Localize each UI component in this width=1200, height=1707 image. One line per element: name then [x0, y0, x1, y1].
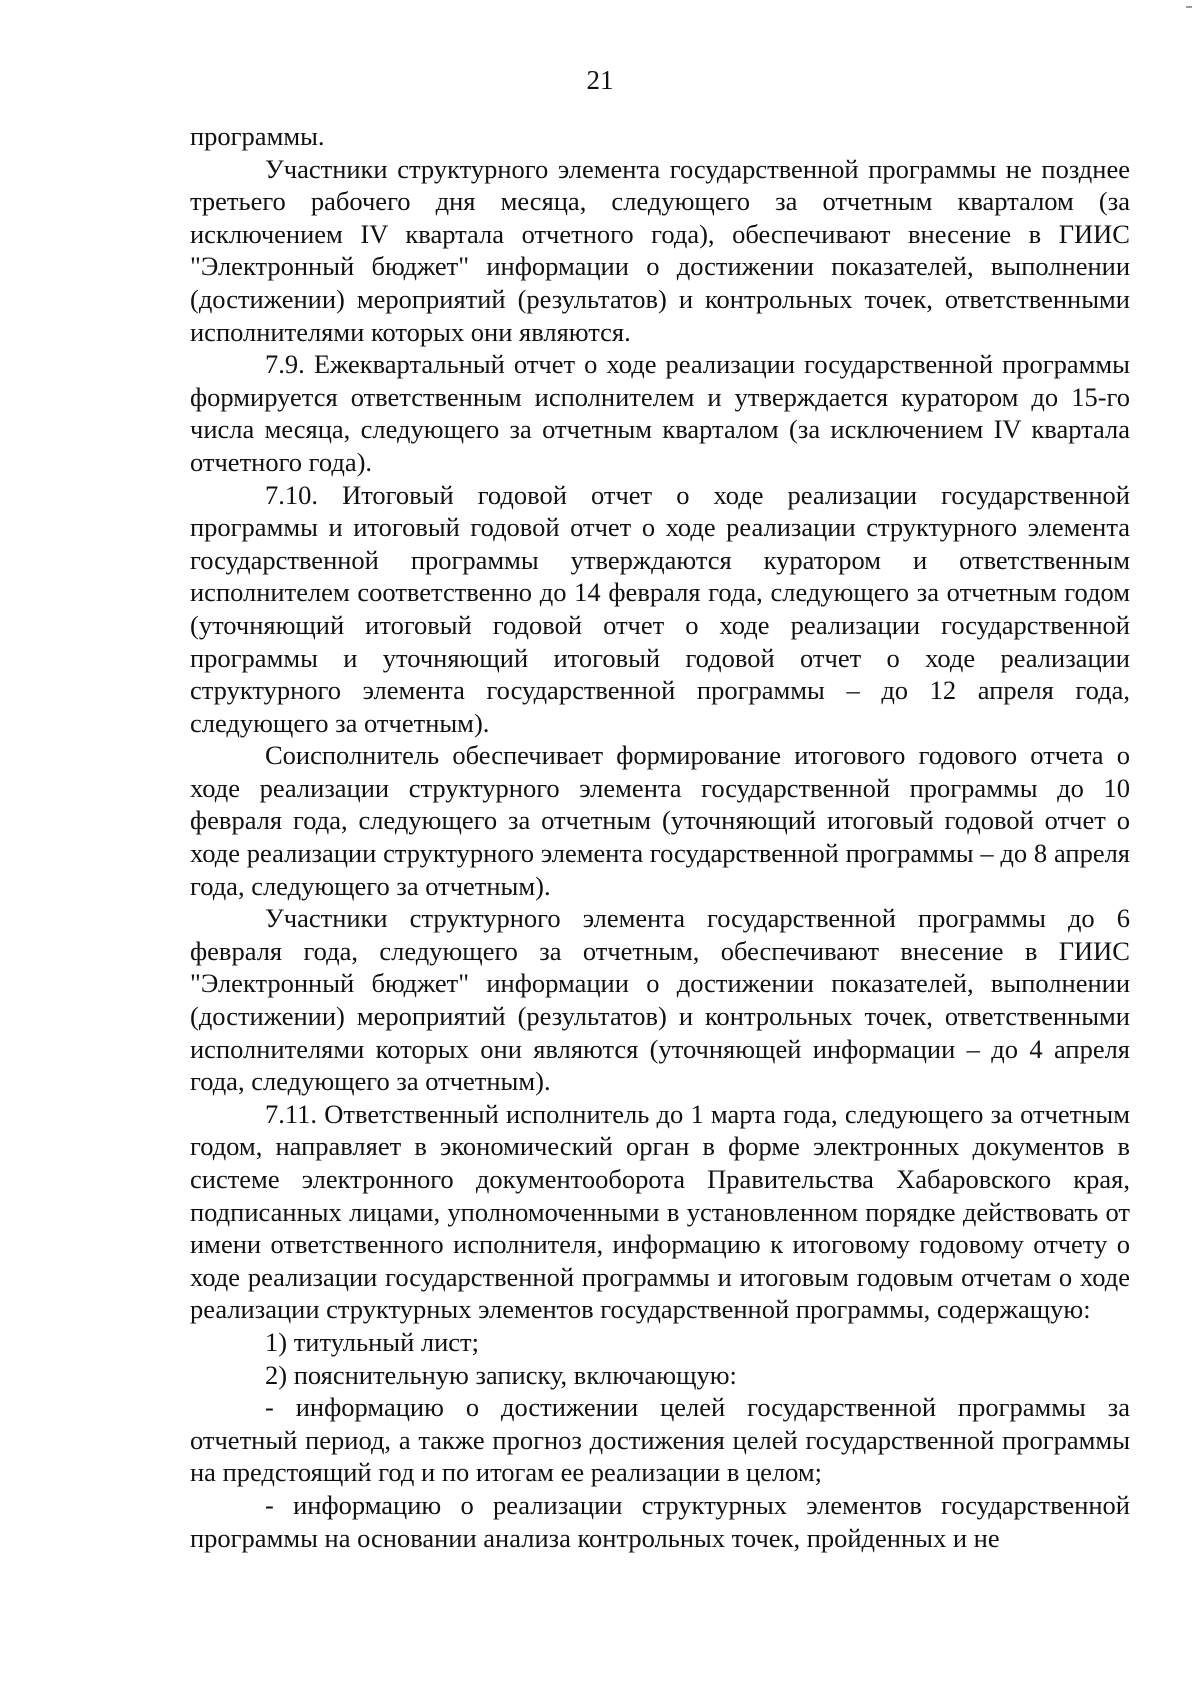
paragraph: - информацию о реализации структурных элементов государственной программы на основании анализа контрольных точек, пройденных и не: [190, 1489, 1130, 1553]
paragraph: программы.: [190, 121, 325, 151]
paragraph: 7.11. Ответственный исполнитель до 1 марта года, следующего за отчетным годом, направляет в экономический орган в форме электронных документов в системе электронного документооборота Правительства Хабаровского края, подписанных лицами, уполномоченными в установленном порядке действовать от имени ответственного исполнителя, информацию к итоговому годовому отчету о ходе реализации государственной программы и итоговым годовым отчетам о ходе реализации структурных элементов государственной программы, содержащую:: [190, 1098, 1130, 1325]
paragraph: Соисполнитель обеспечивает формирование итогового годового отчета о ходе реализации структурного элемента государственной программы до 10 февраля года, следующего за отчетным (уточняющий итоговый годовой отчет о ходе реализации структурного элемента государственной программы – до 8 апреля года, следующего за отчетным).: [190, 740, 1130, 901]
paragraph: 7.10. Итоговый годовой отчет о ходе реализации государственной программы и итоговый годовой отчет о ходе реализации структурного элемента государственной программы утверждаются куратором и ответственным исполнителем соответственно до 14 февраля года, следующего за отчетным годом (уточняющий итоговый годовой отчет о ходе реализации государственной программы и уточняющий итоговый годовой отчет о ходе реализации структурного элемента государственной программы – до 12 апреля года, следующего за отчетным).: [190, 479, 1130, 738]
paragraph: 2) пояснительную записку, включающую:: [265, 1359, 737, 1390]
page-number: 21: [586, 65, 614, 95]
paragraph: Участники структурного элемента государственной программы до 6 февраля года, следующего за отчетным, обеспечивают внесение в ГИИС "Электронный бюджет" информации о достижении показателей, выполнении (достижении) мероприятий (результатов) и контрольных точек, ответственными исполнителями которых они являются (уточняющей информации – до 4 апреля года, следующего за отчетным).: [190, 903, 1130, 1097]
document-body: [190, 120, 1130, 1554]
paragraph: Участники структурного элемента государственной программы не позднее третьего рабочего дня месяца, следующего за отчетным кварталом (за исключением IV квартала отчетного года), обеспечивают внесение в ГИИС "Электронный бюджет" информации о достижении показателей, выполнении (достижении) мероприятий (результатов) и контрольных точек, ответственными исполнителями которых они являются.: [190, 153, 1130, 347]
paragraph: 1) титульный лист;: [265, 1326, 479, 1357]
paragraph: - информацию о достижении целей государственной программы за отчетный период, а также прогноз достижения целей государственной программы на предстоящий год и по итогам ее реализации в целом;: [190, 1392, 1130, 1488]
paragraph: 7.9. Ежеквартальный отчет о ходе реализации государственной программы формируется ответственным исполнителем и утверждается куратором до 15-го числа месяца, следующего за отчетным кварталом (за исключением IV квартала отчетного года).: [190, 349, 1130, 477]
scan-artifact: [1186, 6, 1192, 8]
